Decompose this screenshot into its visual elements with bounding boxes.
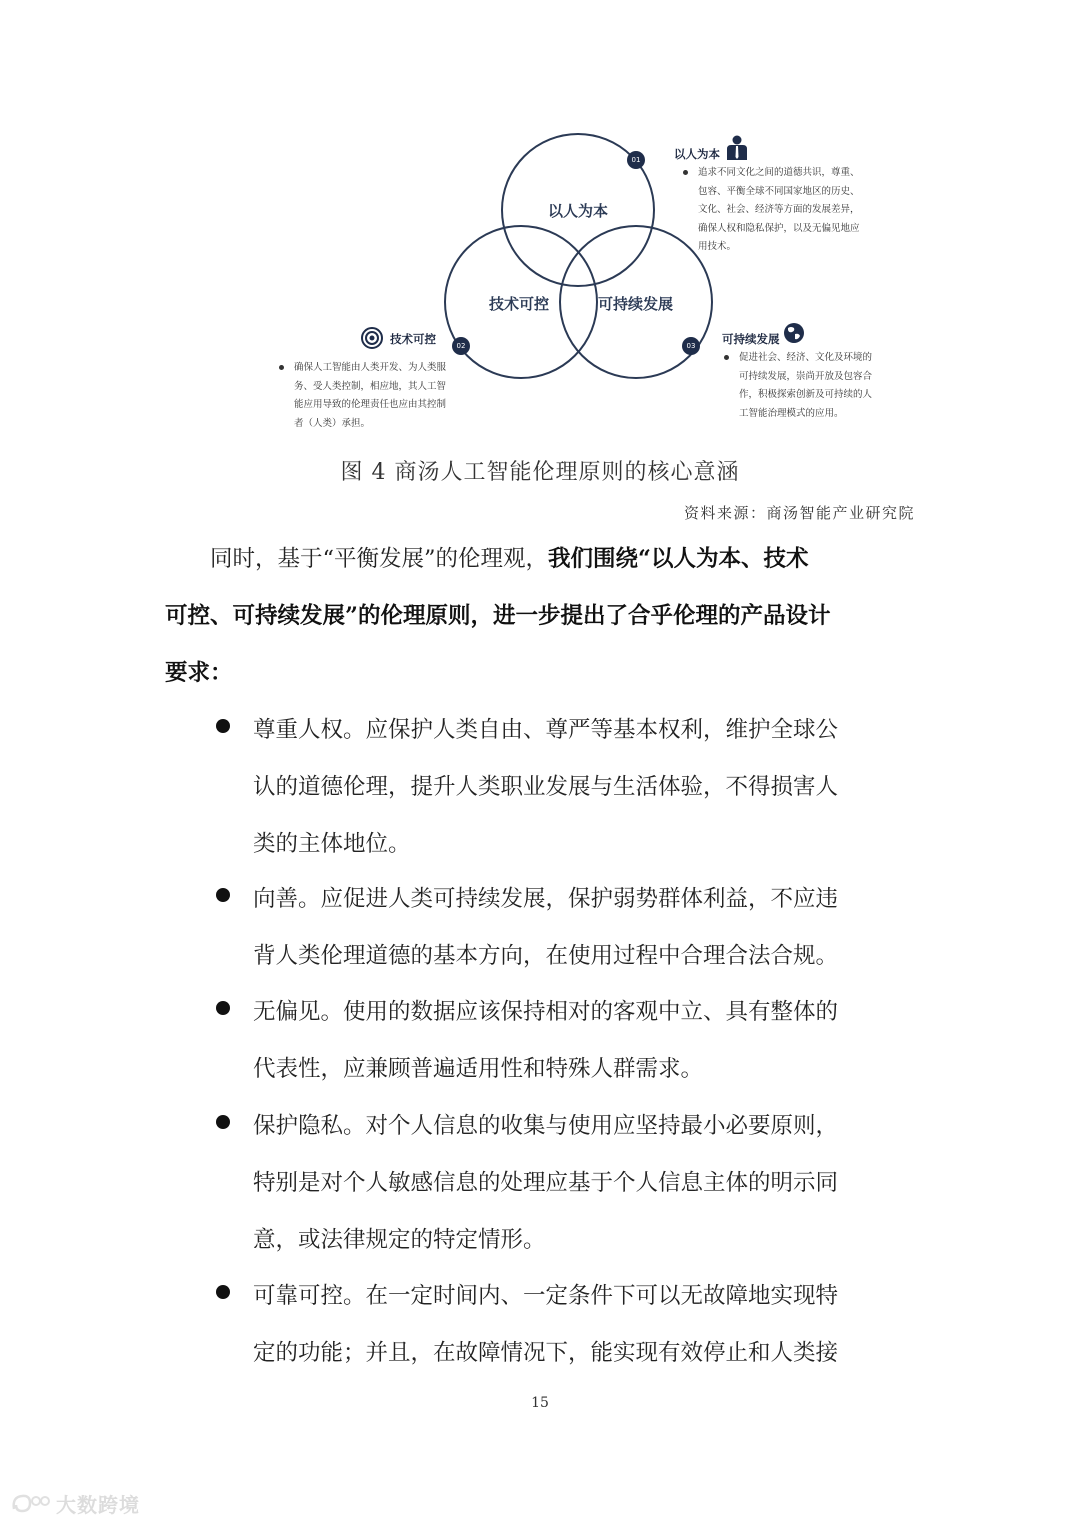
callout-body-people [698, 164, 860, 257]
watermark [10, 1488, 140, 1518]
bullet-dot [216, 888, 230, 902]
callout-control-line: 能应用导致的伦理责任也应由其控制 [294, 399, 447, 411]
callout-title-people: 以人为本 [674, 147, 720, 161]
venn-circles [0, 0, 1080, 450]
intro-line-2: 可控、可持续发展”的伦理原则，进一步提出了合乎伦理的产品设计 [165, 603, 831, 629]
person-icon [726, 135, 748, 161]
bullet-4-line-1: 保护隐私。对个人信息的收集与使用应坚持最小必要原则， [253, 1113, 839, 1139]
callout-sustain-line: 工智能治理模式的应用。 [739, 407, 844, 419]
figure-caption: 图 4 商汤人工智能伦理原则的核心意涵 [340, 460, 740, 485]
bullet-2-line-1: 向善。应促进人类可持续发展，保护弱势群体利益，不应违 [253, 886, 839, 912]
callout-sustain-line: 可持续发展，崇尚开放及包容合 [739, 370, 873, 382]
circle-label-control: 技术可控 [489, 295, 550, 313]
circle-label-people: 以人为本 [548, 202, 609, 220]
callout-people-line: 用技术。 [698, 241, 737, 253]
bullet-4-line-2: 特别是对个人敏感信息的处理应基于个人信息主体的明示同 [253, 1170, 839, 1196]
bullet-3-line-2: 代表性，应兼顾普遍适用性和特殊人群需求。 [253, 1056, 704, 1082]
number-badge-03: 03 [682, 337, 700, 355]
intro-bold-text: 我们围绕“以人为本、技术 [548, 546, 809, 572]
target-icon [361, 327, 383, 349]
page-number: 15 [531, 1395, 549, 1411]
bullet-3-line-1: 无偏见。使用的数据应该保持相对的客观中立、具有整体的 [253, 999, 839, 1025]
callout-people-line: 文化、社会、经济等方面的发展差异， [698, 204, 860, 216]
callout-title-sustain: 可持续发展 [722, 332, 780, 346]
bullet-dot [216, 1285, 230, 1299]
number-badge-02: 02 [452, 337, 470, 355]
source-note: 资料来源：商汤智能产业研究院 [683, 504, 915, 522]
bullet-5-line-2: 定的功能；并且，在故障情况下，能实现有效停止和人类接 [253, 1340, 839, 1366]
bullet-dot [216, 719, 230, 733]
watermark-logo-icon [10, 1491, 50, 1515]
ethics-venn-diagram [0, 0, 1080, 450]
circle-label-sustain: 可持续发展 [598, 295, 674, 313]
bullet-dot [216, 1001, 230, 1015]
callout-sustain-line: 作，积极探索创新及可持续的人 [739, 389, 873, 401]
callout-people-line: 确保人权和隐私保护，以及无偏见地应 [698, 222, 860, 234]
bullet-4-line-3: 意，或法律规定的特定情形。 [253, 1227, 546, 1253]
callout-people-line: 追求不同文化之间的道德共识，尊重、 [698, 167, 860, 178]
callout-title-control: 技术可控 [390, 332, 436, 346]
callout-body-control [294, 359, 446, 433]
watermark-text: 大数跨境 [56, 1492, 140, 1517]
number-badge-01: 01 [627, 151, 645, 169]
intro-line-3: 要求： [165, 660, 233, 686]
bullet-1-line-1: 尊重人权。应保护人类自由、尊严等基本权利，维护全球公 [253, 717, 839, 743]
callout-body-sustain [739, 349, 872, 423]
globe-icon [783, 322, 805, 344]
callout-control-line: 确保人工智能由人类开发、为人类服 [294, 362, 447, 373]
callout-control-line: 者（人类）承担。 [294, 417, 371, 429]
callout-control-line: 务、受人类控制，相应地，其人工智 [294, 380, 447, 392]
callout-sustain-line: 促进社会、经济、文化及环境的 [739, 352, 873, 363]
bullet-5-line-1: 可靠可控。在一定时间内、一定条件下可以无故障地实现特 [253, 1283, 839, 1309]
bullet-1-line-2: 认的道德伦理，提升人类职业发展与生活体验，不得损害人 [253, 774, 839, 800]
bullet-dot [216, 1115, 230, 1129]
callout-people-line: 包容、平衡全球不同国家地区的历史、 [698, 185, 860, 197]
bullet-1-line-3: 类的主体地位。 [253, 831, 411, 857]
intro-line-1 [210, 541, 808, 573]
bullet-2-line-2: 背人类伦理道德的基本方向，在使用过程中合理合法合规。 [253, 943, 839, 969]
intro-normal-text: 同时，基于“平衡发展”的伦理观， [210, 546, 549, 572]
